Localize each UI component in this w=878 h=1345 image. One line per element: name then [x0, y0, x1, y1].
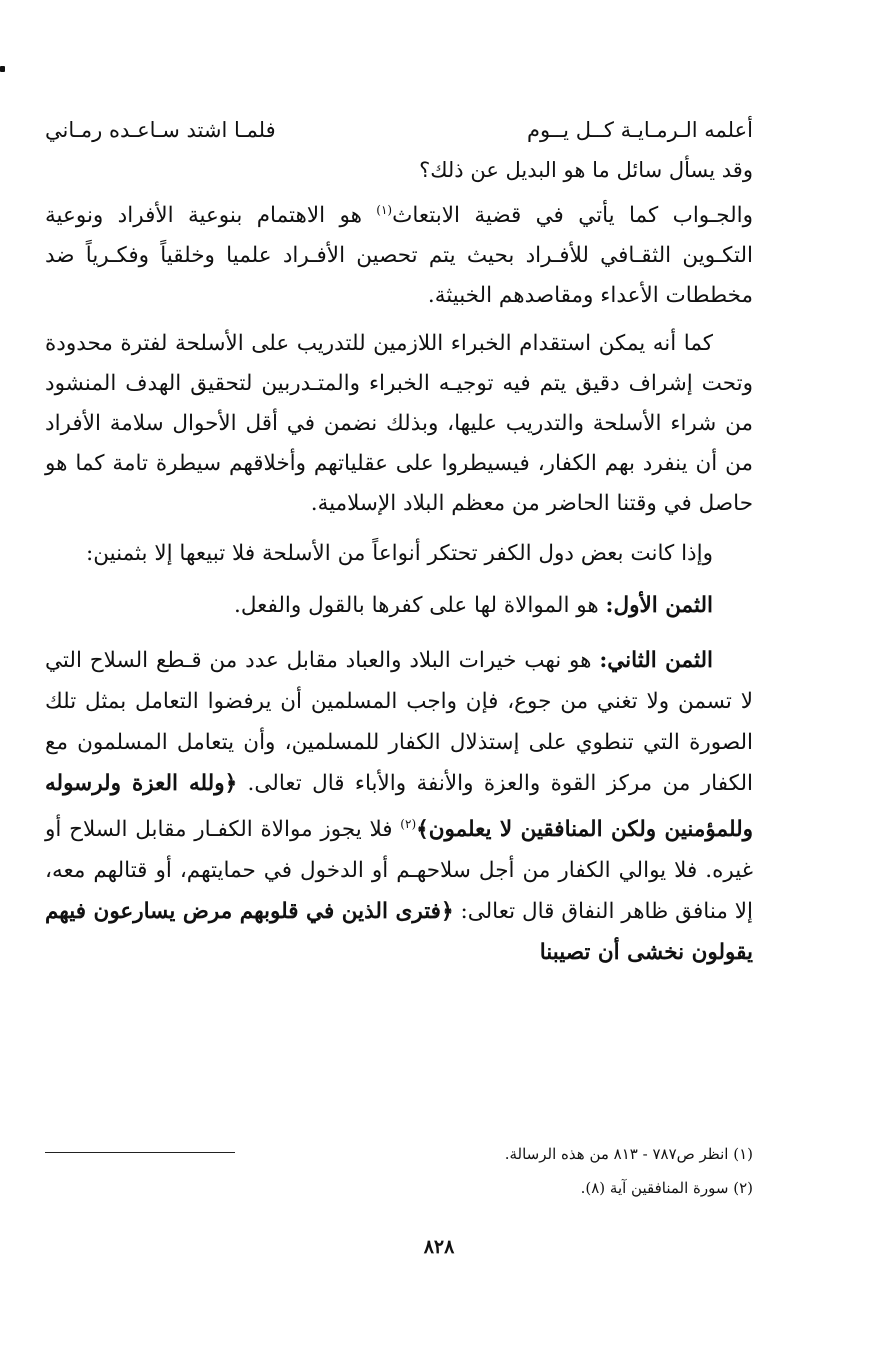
second-price-text: هو نهب خيرات البلاد والعباد مقابل عدد من قـطع السلاح التي لا تسمن ولا تغني من جوع، فإن واجب المسلمين أن يرفضوا التعامل بمثل تلك الصورة التي تنطوي على إستذلال الكفار للمسلمين، وأن يتعامل المسلمون مع الكفار من مركز القوة والعزة والأنفة والأباء قال تعالى. [45, 648, 753, 797]
second-price-label: الثمن الثاني: [599, 648, 713, 674]
footnote-2: (٢) سورة المنافقين آية (٨). [580, 1179, 753, 1197]
footnote-ref-2: (٢) [400, 817, 417, 832]
footnote-1: (١) انظر ص٧٨٧ - ٨١٣ من هذه الرسالة. [504, 1145, 753, 1163]
allegiance-text: فلا يجوز موالاة الكفـار مقابل السلاح أو غيره. فلا يوالي الكفار من أجل سلاحهـم أو الدخول في حمايتهم، أو قتالهم معه، إلا منافق ظاهر النفاق قال تعالى: [45, 817, 753, 925]
question-line: وقد يسأل سائل ما هو البديل عن ذلك؟ [419, 158, 753, 182]
second-price-paragraph [45, 640, 753, 973]
quran-verse-2: ﴿فترى الذين في قلوبهم مرض يسارعون فيهم يقولون نخشى أن تصيبنا [45, 899, 753, 966]
first-price-paragraph [45, 584, 753, 628]
answer-text-start: والجـواب كما يأتي في قضية الابتعاث [392, 203, 753, 229]
first-price-text: هو الموالاة لها على كفرها بالقول والفعل. [233, 593, 606, 619]
footnote-separator [45, 1152, 235, 1153]
page-body [45, 110, 753, 973]
footnote-ref-1: (١) [376, 203, 393, 217]
poetry-verse [45, 110, 753, 150]
monopoly-paragraph: وإذا كانت بعض دول الكفر تحتكر أنواعاً من الأسلحة فلا تبيعها إلا بثمنين: [86, 541, 713, 567]
page-number: ٨٢٨ [423, 1236, 455, 1258]
answer-paragraph [45, 190, 753, 316]
verse-first-hemistich: أعلمه الـرمـايـة كــل يــوم [527, 118, 753, 142]
first-price-label: الثمن الأول: [605, 593, 713, 619]
answer-text-end: هو الاهتمام بنوعية الأفراد ونوعية التكـوين الثقـافي للأفـراد بحيث يتم تحصين الأفـراد علميا وخلقياً وفكـرياً ضد مخططات الأعداء ومقاصدهم الخبيثة. [45, 203, 753, 309]
experts-paragraph: كما أنه يمكن استقدام الخبراء اللازمين للتدريب على الأسلحة لفترة محدودة وتحت إشراف دقيق يتم فيه توجيـه الخبراء والمتـدربين لتحقيق الهدف المنشود من شراء الأسلحة والتدريب عليها، وبذلك نضمن في أقل الأحوال سلامة الأفراد من أن ينفرد بهم الكفار، فيسيطروا على عقلياتهم وأخلاقهم سيطرة تامة كما هو حاصل في وقتنا الحاضر من معظم البلاد الإسلامية. [45, 331, 753, 517]
verse-second-hemistich: فلمـا اشتد سـاعـده رمـاني [45, 118, 276, 142]
margin-ink-mark [0, 66, 5, 72]
quran-verse-1: ﴿ولله العزة ولرسوله وللمؤمنين ولكن المنافقين لا يعلمون﴾ [45, 771, 753, 843]
